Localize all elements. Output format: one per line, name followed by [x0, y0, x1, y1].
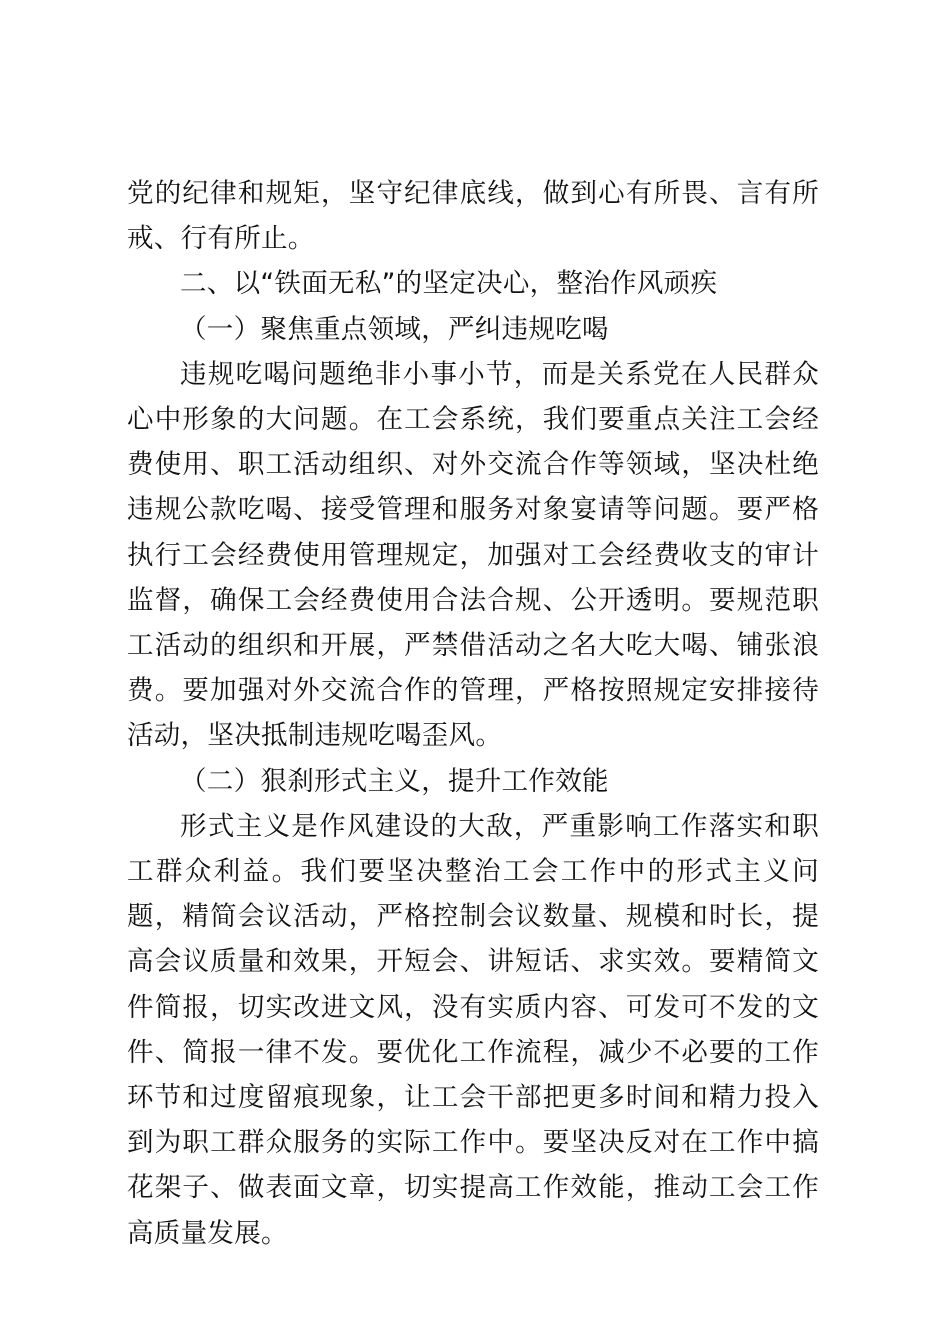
body-paragraph-1: 违规吃喝问题绝非小事小节，而是关系党在人民群众心中形象的大问题。在工会系统，我们要重点关注工会经费使用、职工活动组织、对外交流合作等领域，坚决杜绝违规公款吃喝、接受管理和服务对象宴请等问题。要严格执行工会经费使用管理规定，加强对工会经费收支的审计监督，确保工会经费使用合法合规、公开透明。要规范职工活动的组织和开展，严禁借活动之名大吃大喝、铺张浪费。要加强对外交流合作的管理，严格按照规定安排接待活动，坚决抵制违规吃喝歪风。 — [127, 358, 819, 752]
body-paragraph-2: 形式主义是作风建设的大敌，严重影响工作落实和职工群众利益。我们要坚决整治工会工作中的形式主义问题，精简会议活动，严格控制会议数量、规模和时长，提高会议质量和效果，开短会、讲短话、求实效。要精简文件简报，切实改进文风，没有实质内容、可发可不发的文件、简报一律不发。要优化工作流程，减少不必要的工作环节和过度留痕现象，让工会干部把更多时间和精力投入到为职工群众服务的实际工作中。要坚决反对在工作中搞花架子、做表面文章，切实提高工作效能，推动工会工作高质量发展。 — [127, 810, 819, 1249]
subsection-heading-1: （一）聚焦重点领域，严纠违规吃喝 — [180, 313, 609, 345]
section-heading: 二、以“铁面无私”的坚定决心，整治作风顽疾 — [180, 268, 718, 300]
continued-paragraph: 党的纪律和规矩，坚守纪律底线，做到心有所畏、言有所戒、行有所止。 — [127, 178, 819, 255]
document-page — [127, 171, 819, 1256]
subsection-heading-2: （二）狠刹形式主义，提升工作效能 — [180, 765, 609, 797]
